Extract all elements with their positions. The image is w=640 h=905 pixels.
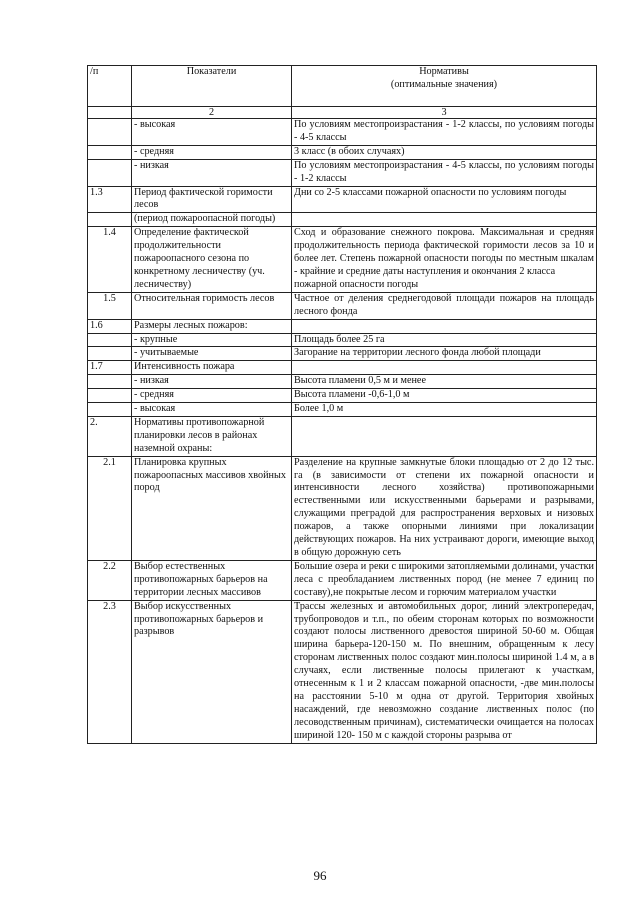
table-row [88, 159, 597, 186]
table-row [88, 333, 597, 347]
column-number-1 [88, 107, 132, 119]
table-row [88, 403, 597, 417]
header-indicators: Показатели [132, 66, 292, 107]
header-norms-subtitle: (оптимальные значения) [390, 78, 498, 90]
row-norm: Загорание на территории лесного фонда любой площади [292, 347, 597, 361]
row-norm: Высота пламени 0,5 м и менее [292, 375, 597, 389]
table-row [88, 456, 597, 560]
row-number [88, 347, 132, 361]
row-indicator: Планировка крупных пожароопасных массивов хвойных пород [132, 456, 292, 560]
row-indicator: - высокая [132, 119, 292, 146]
row-indicator: - средняя [132, 145, 292, 159]
row-norm [292, 319, 597, 333]
row-norm: По условиям местопроизрастания - 4-5 классы, по условиям погоды - 1-2 классы [292, 159, 597, 186]
table-row [88, 560, 597, 600]
table-row [88, 416, 597, 456]
header-norms-title: Нормативы [419, 66, 469, 77]
row-indicator: - высокая [132, 403, 292, 417]
row-norm: Более 1,0 м [292, 403, 597, 417]
row-norm: Высота пламени -0,6-1,0 м [292, 389, 597, 403]
row-norm: Сход и образование снежного покрова. Максимальная и средняя продолжительность периода фактической горимости лесов за 10 и более лет. Степень пожарной опасности погоды по местным шкалам - крайние и средние даты наступления и окончания 2 класса пожарной опасности погоды [292, 227, 597, 293]
row-norm: По условиям местопроизрастания - 1-2 классы, по условиям погоды - 4-5 классы [292, 119, 597, 146]
row-number [88, 145, 132, 159]
row-indicator: - средняя [132, 389, 292, 403]
row-norm: Дни со 2-5 классами пожарной опасности по условиям погоды [292, 186, 597, 213]
column-number-2: 2 [132, 107, 292, 119]
row-indicator: Размеры лесных пожаров: [132, 319, 292, 333]
row-number: 1.3 [88, 186, 132, 213]
row-number: 2. [88, 416, 132, 456]
table-row [88, 389, 597, 403]
table-row [88, 186, 597, 213]
row-indicator: Выбор естественных противопожарных барьеров на территории лесных массивов [132, 560, 292, 600]
row-indicator: Период фактической горимости лесов [132, 186, 292, 213]
row-number [88, 403, 132, 417]
table-row [88, 145, 597, 159]
row-number: 1.6 [88, 319, 132, 333]
row-indicator: Определение фактической продолжительности пожароопасного сезона по конкретному лесничеству (уч. лесничеству) [132, 227, 292, 293]
row-norm: Частное от деления среднегодовой площади пожаров на площадь лесного фонда [292, 292, 597, 319]
table-row [88, 347, 597, 361]
table-row [88, 213, 597, 227]
row-indicator: (период пожароопасной погоды) [132, 213, 292, 227]
column-number-row [88, 107, 597, 119]
table-row [88, 292, 597, 319]
row-number [88, 119, 132, 146]
header-norms [292, 66, 597, 107]
row-number [88, 213, 132, 227]
row-indicator: - крупные [132, 333, 292, 347]
table-row [88, 375, 597, 389]
norms-table [87, 65, 597, 744]
row-number: 1.7 [88, 361, 132, 375]
row-norm: Разделение на крупные замкнутые блоки площадью от 2 до 12 тыс. га (в зависимости от степени их пожарной опасности и интенсивности лесного хозяйства) противопожарными естественными или искусственными барьерами и разрывами, служащими преградой для распространения верховых и низовых пожаров, а также опорными линиями при локализации действующих пожаров. На них устраивают дороги, имеющие выход в общую дорожную сеть [292, 456, 597, 560]
row-norm: Большие озера и реки с широкими затопляемыми долинами, участки леса с преобладанием лиственных пород (не менее 7 единиц по составу),не покрытые лесом и горючим материалом участки [292, 560, 597, 600]
row-number [88, 159, 132, 186]
row-number: 1.5 [88, 292, 132, 319]
row-indicator: - учитываемые [132, 347, 292, 361]
column-number-3: 3 [292, 107, 597, 119]
row-number [88, 375, 132, 389]
table-row [88, 319, 597, 333]
row-norm: Площадь более 25 га [292, 333, 597, 347]
row-number: 2.2 [88, 560, 132, 600]
table-row [88, 119, 597, 146]
row-indicator: Интенсивность пожара [132, 361, 292, 375]
row-norm: 3 класс (в обоих случаях) [292, 145, 597, 159]
row-indicator: Нормативы противопожарной планировки лесов в районах наземной охраны: [132, 416, 292, 456]
table-row [88, 361, 597, 375]
table-row [88, 600, 597, 743]
row-norm [292, 361, 597, 375]
row-indicator: Выбор искусственных противопожарных барьеров и разрывов [132, 600, 292, 743]
table-header-row [88, 66, 597, 107]
table-row [88, 227, 597, 293]
row-number [88, 389, 132, 403]
row-number: 2.1 [88, 456, 132, 560]
row-norm: Трассы железных и автомобильных дорог, линий электропередач, трубопроводов и т.п., по обеим сторонам которых по возможности создают полосы лиственного древостоя шириной 50-60 м. Общая ширина барьера-120-150 м. По внешним, обращенным к лесу сторонам лиственных полос создают мин.полосы шириной 1.4 м, а в случаях, если лиственные полосы прилегают к участкам, отнесенным к 1 и 2 классам пожарной опасности, -две мин.полосы на расстоянии 5-10 м одна от другой. Территория хвойных насаждений, где невозможно создание лиственных полос (по лесоводственным причинам), систематически очищается на полосах шириной 120- 150 м с каждой стороны разрыва от [292, 600, 597, 743]
row-indicator: Относительная горимость лесов [132, 292, 292, 319]
row-number: 1.4 [88, 227, 132, 293]
row-norm [292, 213, 597, 227]
row-indicator: - низкая [132, 375, 292, 389]
page-number: 96 [313, 868, 327, 883]
row-number [88, 333, 132, 347]
row-norm [292, 416, 597, 456]
row-indicator: - низкая [132, 159, 292, 186]
header-number: /п [88, 66, 132, 107]
row-number: 2.3 [88, 600, 132, 743]
